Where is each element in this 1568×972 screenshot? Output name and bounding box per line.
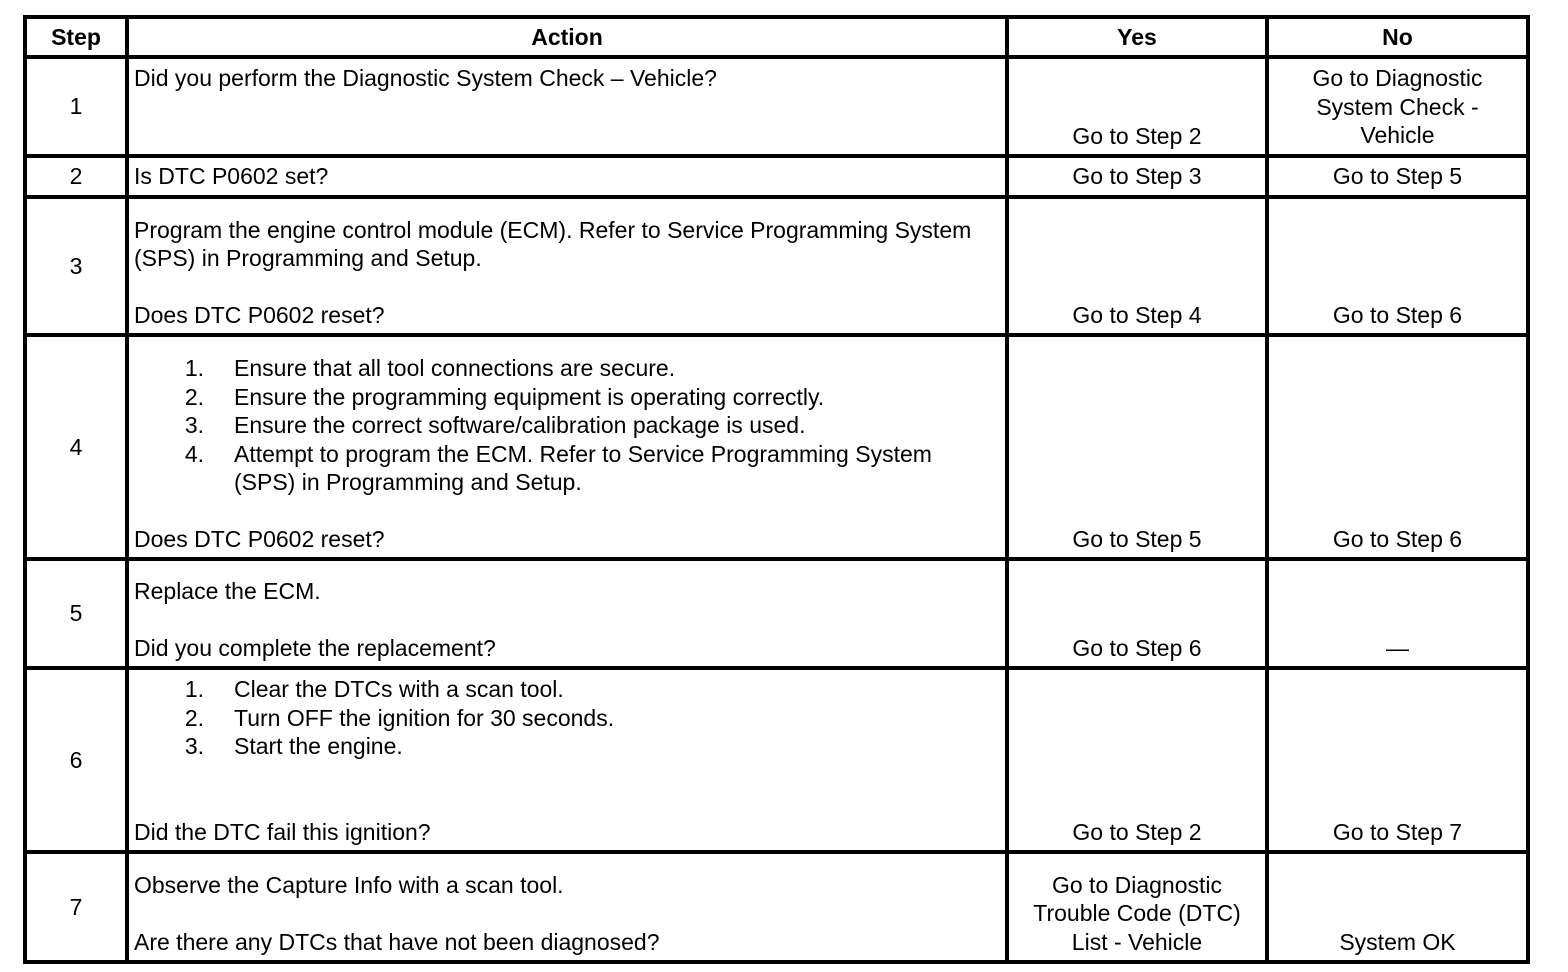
list-item-text: Ensure the correct software/calibration package is used. [234,412,806,438]
step-number: 2 [25,156,127,197]
list-item-number: 1. [184,355,204,381]
action-cell [127,852,1007,962]
action-cell [127,156,1007,197]
action-question: Are there any DTCs that have not been diagnosed? [134,928,660,955]
step-number: 3 [25,197,127,335]
action-text: Replace the ECM. [134,578,321,604]
list-item-number: 3. [184,733,204,759]
step-number: 7 [25,852,127,962]
action-steps-list [134,354,999,497]
no-cell: Go to Diagnostic System Check - Vehicle [1267,57,1528,156]
list-item [134,732,999,761]
diagnostic-table [23,15,1530,964]
list-item [134,440,999,497]
table-row [25,156,1528,197]
list-item-number: 4. [184,440,204,467]
step-number: 1 [25,57,127,156]
action-cell [127,57,1007,156]
header-no: No [1267,17,1528,57]
yes-cell: Go to Step 6 [1007,559,1267,668]
action-question: Does DTC P0602 reset? [134,301,385,328]
action-text: Did you perform the Diagnostic System Check – Vehicle? [134,65,717,91]
no-cell: Go to Step 6 [1267,197,1528,335]
list-item [134,383,999,412]
list-item-number: 2. [184,383,204,410]
yes-cell: Go to Step 5 [1007,335,1267,559]
action-cell [127,668,1007,852]
list-item-text: Clear the DTCs with a scan tool. [234,676,564,702]
yes-cell: Go to Step 3 [1007,156,1267,197]
header-row [25,17,1528,57]
yes-cell: Go to Step 4 [1007,197,1267,335]
action-cell [127,335,1007,559]
table-row [25,197,1528,335]
table-row [25,668,1528,852]
action-cell [127,197,1007,335]
action-text: Observe the Capture Info with a scan tool. [134,872,564,898]
list-item-text: Ensure that all tool connections are secure. [234,355,676,381]
list-item-text: Start the engine. [234,733,403,759]
header-yes: Yes [1007,17,1267,57]
list-item [134,675,999,704]
list-item-number: 2. [184,704,204,731]
table-row [25,57,1528,156]
header-step: Step [25,17,127,57]
list-item [134,704,999,733]
action-cell [127,559,1007,668]
action-steps-list [134,675,999,761]
action-text: Is DTC P0602 set? [134,163,329,190]
header-action: Action [127,17,1007,57]
yes-cell: Go to Diagnostic Trouble Code (DTC) List - Vehicle [1007,852,1267,962]
action-question: Did you complete the replacement? [134,634,496,661]
action-text: Program the engine control module (ECM). Refer to Service Programming System (SPS) in Programming and Setup. [134,216,972,271]
action-question: Does DTC P0602 reset? [134,525,385,552]
yes-cell: Go to Step 2 [1007,668,1267,852]
table-row [25,335,1528,559]
list-item-number: 1. [184,676,204,702]
table-row [25,852,1528,962]
no-cell: Go to Step 5 [1267,156,1528,197]
yes-cell: Go to Step 2 [1007,57,1267,156]
step-number: 4 [25,335,127,559]
no-cell: — [1267,559,1528,668]
action-question: Did the DTC fail this ignition? [134,818,431,845]
no-cell: Go to Step 6 [1267,335,1528,559]
step-number: 5 [25,559,127,668]
list-item [134,411,999,440]
table-row [25,559,1528,668]
no-cell: System OK [1267,852,1528,962]
list-item-text: Ensure the programming equipment is operating correctly. [234,383,825,410]
list-item-number: 3. [184,412,204,438]
list-item-text: Attempt to program the ECM. Refer to Service Programming System (SPS) in Programming and Setup. [234,440,932,495]
list-item [134,354,999,383]
no-cell: Go to Step 7 [1267,668,1528,852]
step-number: 6 [25,668,127,852]
list-item-text: Turn OFF the ignition for 30 seconds. [234,704,615,731]
